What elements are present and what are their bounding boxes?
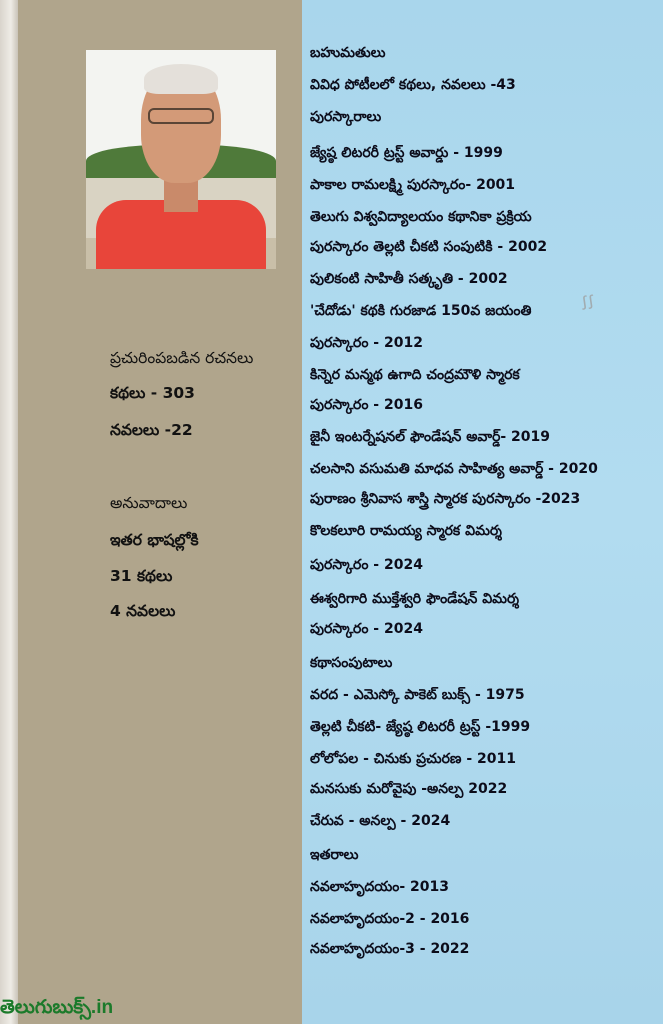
ink-stamp-mark: ꭍꭍ: [579, 292, 596, 315]
translations-heading: అనువాదాలు: [110, 494, 188, 512]
translated-novels: 4 నవలలు: [110, 602, 176, 620]
list-item: చలసాని వసుమతి మాధవ సాహిత్య అవార్డ్ - 2020: [310, 461, 598, 477]
published-works-heading: ప్రచురింపబడిన రచనలు: [110, 349, 254, 367]
list-item: నవలాహృదయం-3 - 2022: [310, 941, 470, 957]
list-item: పురాణం శ్రీనివాస శాస్త్రి స్మారక పురస్కారం -2023: [310, 491, 581, 507]
list-item: నవలాహృదయం-2 - 2016: [310, 911, 470, 927]
list-item: నవలాహృదయం- 2013: [310, 879, 449, 895]
list-item: తెలుగు విశ్వవిద్యాలయం కథానికా ప్రక్రియ: [310, 209, 532, 225]
watermark-logo: తెలుగుబుక్స్.in: [0, 997, 114, 1018]
book-spine-edge: [0, 0, 18, 1024]
into-other-languages: ఇతర భాషల్లోకి: [110, 531, 199, 549]
list-item: తెల్లటి చీకటి- జ్యేష్ఠ లిటరరీ ట్రస్ట్ -1999: [310, 719, 531, 735]
stories-count: కథలు - 303: [110, 384, 195, 402]
list-item: కిన్నెర మన్మథ ఉగాది చంద్రమౌళి స్మారక: [310, 367, 520, 383]
list-item: కొలకలూరి రామయ్య స్మారక విమర్శ: [310, 523, 502, 539]
section-heading: బహుమతులు: [310, 45, 386, 61]
novels-count: నవలలు -22: [110, 421, 193, 439]
list-item: మనసుకు మరోవైపు -అనల్ప 2022: [310, 781, 508, 797]
list-item: జ్యేష్ఠ లిటరరీ ట్రస్ట్ అవార్డు - 1999: [310, 145, 503, 161]
list-item: చేరువ - అనల్ప - 2024: [310, 813, 451, 829]
list-item: పులికంటి సాహితీ సత్కృతి - 2002: [310, 271, 508, 287]
list-item: పురస్కారం తెల్లటి చీకటి సంపుటికి - 2002: [310, 239, 548, 255]
list-item: పురస్కారం - 2024: [310, 557, 423, 573]
section-heading: కథాసంపుటాలు: [310, 655, 393, 671]
list-item: వరద - ఎమెస్కో పాకెట్ బుక్స్ - 1975: [310, 687, 525, 703]
list-item: వివిధ పోటీలలో కథలు, నవలలు -43: [310, 77, 516, 93]
list-item: 'చేదోడు' కథకి గురజాడ 150వ జయంతి: [310, 303, 532, 319]
section-heading: పురస్కారాలు: [310, 109, 382, 125]
section-heading: ఇతరాలు: [310, 847, 359, 863]
list-item: లోలోపల - చినుకు ప్రచురణ - 2011: [310, 751, 517, 767]
list-item: జైనీ ఇంటర్నేషనల్ ఫౌండేషన్ అవార్డ్- 2019: [310, 429, 551, 445]
list-item: పురస్కారం - 2012: [310, 335, 423, 351]
list-item: పాకాల రామలక్ష్మి పురస్కారం- 2001: [310, 177, 516, 193]
translated-stories: 31 కథలు: [110, 567, 173, 585]
author-photo: [86, 50, 276, 269]
list-item: పురస్కారం - 2016: [310, 397, 423, 413]
list-item: పురస్కారం - 2024: [310, 621, 423, 637]
list-item: ఈశ్వరిగారి ముక్తేశ్వరి ఫౌండేషన్ విమర్శ: [310, 591, 520, 607]
